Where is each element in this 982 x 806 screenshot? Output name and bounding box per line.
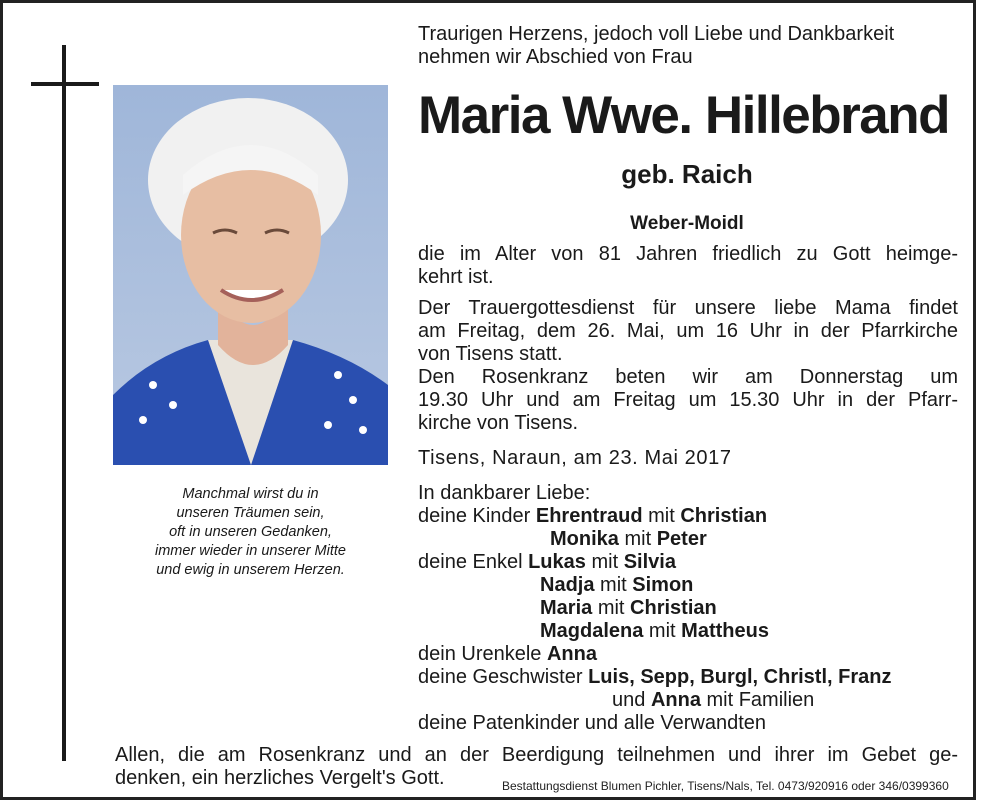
partner-name: Silvia xyxy=(623,551,676,573)
partner-name: Peter xyxy=(656,528,707,550)
service-line: kirche von Tisens. xyxy=(418,412,579,434)
service-line: Den Rosenkranz beten wir am Donnerstag um xyxy=(418,366,958,388)
cross-icon xyxy=(62,45,66,761)
age-paragraph xyxy=(418,243,958,289)
enkel-prefix: deine Enkel xyxy=(418,551,523,573)
poem-line: immer wieder in unserer Mitte xyxy=(155,543,346,559)
partner-name: Simon xyxy=(632,574,694,596)
mit-text: mit xyxy=(624,528,652,550)
partner-name: Mattheus xyxy=(681,620,769,642)
intro-line: nehmen wir Abschied von Frau xyxy=(418,46,693,68)
kinder-row xyxy=(550,528,707,551)
nickname: Weber-Moidl xyxy=(630,213,744,234)
mit-familien-text: mit Familien xyxy=(706,689,815,711)
kind-name: Monika xyxy=(550,528,619,550)
portrait-photo xyxy=(113,85,388,465)
enkel-row xyxy=(540,597,717,620)
mit-text: mit xyxy=(648,620,676,642)
service-line: von Tisens statt. xyxy=(418,343,563,365)
urenkel-row xyxy=(418,643,597,666)
intro-text xyxy=(418,23,894,69)
geschwister-row xyxy=(418,666,891,689)
patenkinder-row: deine Patenkinder und alle Verwandten xyxy=(418,712,767,734)
geschwister-row xyxy=(612,689,814,712)
partner-name: Christian xyxy=(630,597,717,619)
enkel-name: Nadja xyxy=(540,574,595,596)
service-paragraph xyxy=(418,297,958,435)
mit-text: mit xyxy=(600,574,627,596)
enkel-row xyxy=(418,551,676,574)
closing-text: Allen, die am Rosenkranz und an der Beerdigung teilnehmen und ihrer im Gebet ge- xyxy=(115,744,958,766)
maiden-name: geb. Raich xyxy=(621,159,753,189)
geschwister-names: Luis, Sepp, Burgl, Christl, Franz xyxy=(588,666,892,688)
urenkel-name: Anna xyxy=(546,643,597,665)
poem-line: Manchmal wirst du in xyxy=(182,486,319,502)
enkel-name: Lukas xyxy=(528,551,586,573)
service-line: Der Trauergottesdienst für unsere liebe Mama findet xyxy=(418,297,958,319)
enkel-name: Magdalena xyxy=(540,620,644,642)
enkel-row xyxy=(540,574,693,597)
family-heading: In dankbarer Liebe: xyxy=(418,482,591,504)
kinder-row xyxy=(418,505,767,528)
place-date: Tisens, Naraun, am 23. Mai 2017 xyxy=(418,447,732,469)
mit-text: mit xyxy=(591,551,619,573)
urenkel-prefix: dein Urenkele xyxy=(418,643,542,665)
memorial-poem xyxy=(113,485,388,580)
kind-name: Ehrentraud xyxy=(535,505,643,527)
poem-line: oft in unseren Gedanken, xyxy=(169,524,332,540)
poem-line: unseren Träumen sein, xyxy=(176,505,325,521)
age-line: die im Alter von 81 Jahren friedlich zu Gott heimge- xyxy=(418,243,958,265)
intro-line: Traurigen Herzens, jedoch voll Liebe und Dankbarkeit xyxy=(418,23,895,45)
partner-name: Christian xyxy=(680,505,768,527)
enkel-name: Maria xyxy=(540,597,593,619)
deceased-name: Maria Wwe. Hillebrand xyxy=(418,86,950,145)
mit-text: mit xyxy=(648,505,675,527)
cross-icon-bar xyxy=(31,82,99,86)
closing-line: denken, ein herzliches Vergelt's Gott. xyxy=(115,767,445,789)
poem-line: und ewig in unserem Herzen. xyxy=(156,562,345,578)
service-line: am Freitag, dem 26. Mai, um 16 Uhr in der Pfarrkirche xyxy=(418,320,958,342)
kinder-prefix: deine Kinder xyxy=(418,505,531,527)
geschwister-name: Anna xyxy=(650,689,701,711)
und-text: und xyxy=(612,689,646,711)
closing-line xyxy=(115,744,958,767)
mit-text: mit xyxy=(597,597,625,619)
geschwister-prefix: deine Geschwister xyxy=(418,666,583,688)
undertaker-info: Bestattungsdienst Blumen Pichler, Tisens/Nals, Tel. 0473/920916 oder 346/0399360 xyxy=(502,779,949,793)
age-line: kehrt ist. xyxy=(418,266,494,288)
service-line: 19.30 Uhr und am Freitag um 15.30 Uhr in der Pfarr- xyxy=(418,389,958,411)
enkel-row xyxy=(540,620,769,643)
